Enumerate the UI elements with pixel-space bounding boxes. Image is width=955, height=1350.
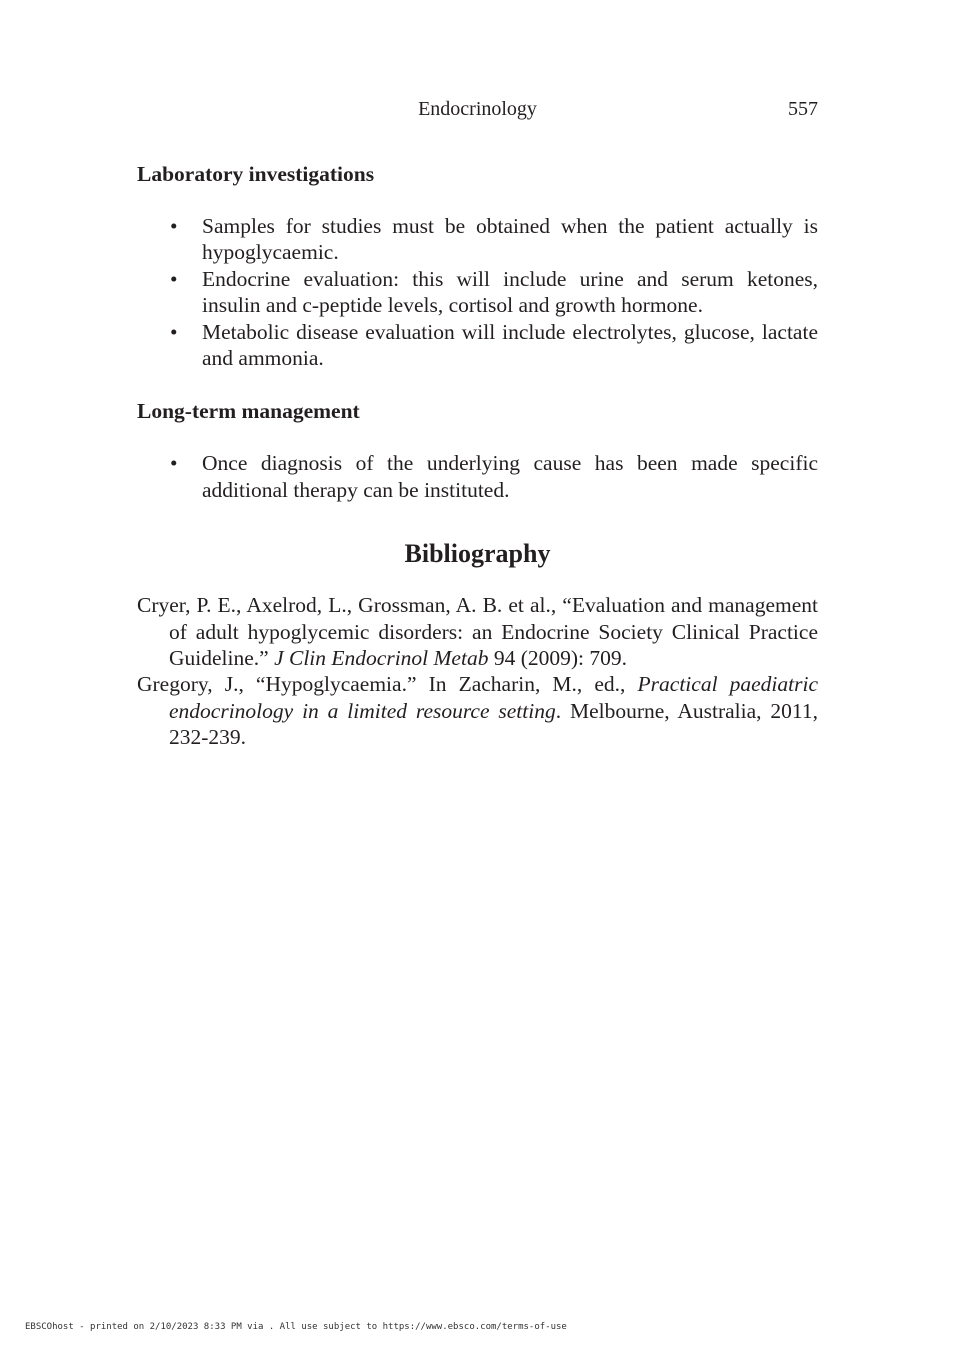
list-item bbox=[137, 266, 818, 319]
list-item bbox=[137, 319, 818, 372]
reference-journal: J Clin Endocrinol Metab bbox=[274, 646, 489, 671]
bibliography-title: Bibliography bbox=[404, 539, 551, 569]
list-item-text: Endocrine evaluation: this will include urine and serum ketones, insulin and c-peptide levels, cortisol and growth hormone. bbox=[202, 266, 818, 318]
reference-text: Gregory, J., “Hypoglycaemia.” In Zacharin, M., ed., bbox=[137, 672, 638, 697]
list-item-text: Samples for studies must be obtained when the patient actually is hypoglycaemic. bbox=[202, 214, 818, 265]
page-content bbox=[137, 160, 818, 751]
section-heading: Laboratory investigations bbox=[137, 162, 375, 186]
list-item bbox=[137, 213, 818, 266]
reference-text: 94 (2009): 709. bbox=[488, 646, 627, 671]
footer-note: EBSCOhost - printed on 2/10/2023 8:33 PM via . All use subject to https://www.ebsco.com/terms-of-use bbox=[25, 1322, 567, 1332]
list-item bbox=[137, 450, 818, 503]
list-item-text: Once diagnosis of the underlying cause has been made specific additional therapy can be instituted. bbox=[202, 451, 818, 502]
bullet-list bbox=[137, 213, 818, 371]
spacer bbox=[137, 371, 818, 397]
running-title: Endocrinology bbox=[418, 98, 537, 120]
reference-book-title: Practical paediatric endocrinology in a limited resource setting bbox=[169, 672, 818, 723]
bullet-icon: • bbox=[170, 266, 178, 291]
bullet-icon: • bbox=[170, 319, 178, 344]
section-laboratory-investigations bbox=[137, 160, 818, 371]
reference-text: Cryer, P. E., Axelrod, L., Grossman, A. B. et al., “Evaluation and management of adult hypoglycemic disorders: an Endocrine Society Clinical Practice Guideline.” bbox=[137, 593, 818, 671]
running-header bbox=[137, 97, 818, 121]
reference-text: . Melbourne, Australia, 2011, 232-239. bbox=[169, 698, 818, 750]
bullet-list bbox=[137, 450, 818, 503]
page-number: 557 bbox=[788, 98, 818, 120]
section-long-term-management bbox=[137, 397, 818, 503]
section-heading: Long-term management bbox=[137, 399, 360, 424]
reference-entry bbox=[137, 592, 818, 671]
bullet-icon: • bbox=[170, 214, 178, 238]
bibliography bbox=[137, 538, 818, 750]
list-item-text: Metabolic disease evaluation will include electrolytes, glucose, lactate and ammonia. bbox=[202, 319, 818, 371]
reference-entry bbox=[137, 671, 818, 750]
bullet-icon: • bbox=[170, 451, 178, 476]
